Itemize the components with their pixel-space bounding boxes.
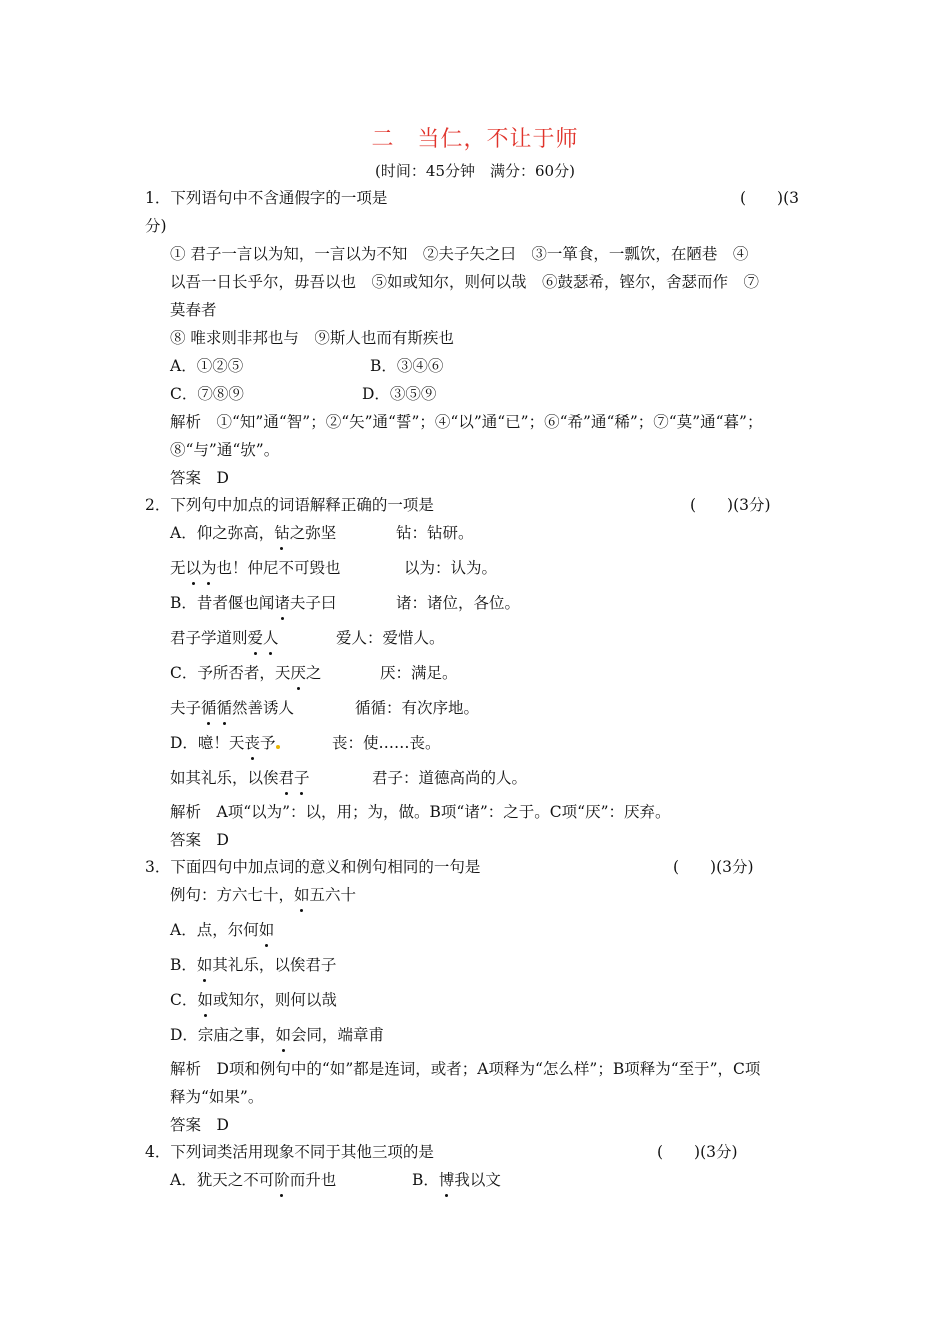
question-3-stem: 3．下面四句中加点词的意义和例句相同的一句是	[145, 858, 481, 876]
question-1-items-line-1: ① 君子一言以为知，一言以为不知 ②夫子矢之曰 ③一箪食，一瓢饮，在陋巷 ④	[170, 245, 749, 263]
question-1-answer: 答案 D	[170, 469, 229, 487]
question-1-analysis-1: 解析 ①“知”通“智”；②“矢”通“誓”；④“以”通“已”；⑥“希”通“稀”；⑦“莫”通“暮”；	[170, 413, 763, 431]
emphasis-mark: 如	[258, 921, 275, 939]
emphasis-mark: 博	[438, 1171, 455, 1189]
question-2-gloss-b-1: 诸：诸位，各位。	[396, 594, 521, 612]
question-3-answer: 答案 D	[170, 1116, 229, 1134]
question-1-option-b: B．③④⑥	[370, 357, 444, 375]
question-1-option-d: D．③⑤⑨	[362, 385, 437, 403]
emphasis-mark: 钻	[274, 524, 290, 542]
question-2-gloss-c-1: 厌：满足。	[380, 664, 458, 682]
emphasis-mark: 人	[263, 629, 279, 647]
question-4-score: ( )(3分)	[657, 1143, 738, 1161]
emphasis-mark: 厌	[290, 664, 306, 682]
emphasis-mark: 循	[216, 699, 233, 717]
question-2-answer: 答案 D	[170, 831, 229, 849]
emphasis-mark: 如	[294, 886, 310, 904]
question-2-option-a-2: 无以为也！仲尼不可毁也	[170, 559, 341, 577]
emphasis-mark: 如	[196, 956, 213, 974]
emphasis-mark: 如	[197, 991, 213, 1009]
question-3-analysis-2: 释为“如果”。	[170, 1088, 264, 1106]
question-1-score-cont: 分)	[145, 217, 167, 235]
emphasis-mark: 阶	[274, 1171, 290, 1189]
question-2-analysis: 解析 A项“以为”：以，用；为，做。B项“诸”：之于。C项“厌”：厌弃。	[170, 803, 671, 821]
question-1-items-line-4: ⑧ 唯求则非邦也与 ⑨斯人也而有斯疾也	[170, 329, 454, 347]
question-3-score: ( )(3分)	[673, 858, 754, 876]
question-2-gloss-c-2: 循循：有次序地。	[355, 699, 480, 717]
page-title: 二 当仁，不让于师	[371, 127, 579, 152]
emphasis-mark: 循	[201, 699, 217, 717]
question-1-option-a: A．①②⑤	[170, 357, 244, 375]
exam-info: (时间：45分钟 满分：60分)	[375, 162, 575, 180]
question-2-option-d-1: D．噫！天丧予	[170, 732, 280, 754]
question-1-items-line-2: 以吾一日长乎尔，毋吾以也 ⑤如或知尔，则何以哉 ⑥鼓瑟希，铿尔，舍瑟而作 ⑦	[170, 273, 760, 291]
question-4-option-a: A．犹天之不可阶而升也	[170, 1171, 337, 1189]
question-2-option-c-2: 夫子循循然善诱人	[170, 699, 295, 717]
question-2-gloss-b-2: 爱人：爱惜人。	[336, 629, 445, 647]
question-2-option-d-2: 如其礼乐，以俟君子	[170, 769, 310, 787]
question-2-score: ( )(3分)	[690, 496, 771, 514]
question-2-gloss-a-2: 以为：认为。	[404, 559, 498, 577]
question-2-gloss-a-1: 钻：钻研。	[396, 524, 474, 542]
question-3-example: 例句：方六七十，如五六十	[170, 886, 357, 904]
question-3-option-d: D．宗庙之事，如会同，端章甫	[170, 1026, 384, 1044]
question-1-score: ( )(3	[740, 189, 800, 207]
question-2-stem: 2．下列句中加点的词语解释正确的一项是	[145, 496, 434, 514]
question-4-option-b: B．博我以文	[412, 1171, 501, 1189]
emphasis-mark: 诸	[274, 594, 290, 612]
question-2-gloss-d-1: 丧：使……丧。	[332, 734, 441, 752]
question-4-stem: 4．下列词类活用现象不同于其他三项的是	[145, 1143, 434, 1161]
question-2-option-a-1: A．仰之弥高，钻之弥坚	[170, 524, 337, 542]
emphasis-mark: 为	[201, 559, 217, 577]
question-3-analysis-1: 解析 D项和例句中的“如”都是连词，或者；A项释为“怎么样”；B项释为“至于”，C项	[170, 1060, 761, 1078]
question-2-gloss-d-2: 君子：道德高尚的人。	[372, 769, 528, 787]
question-1-analysis-2: ⑧“与”通“欤”。	[170, 441, 280, 459]
emphasis-mark: 爱	[247, 629, 264, 647]
question-1-option-c: C．⑦⑧⑨	[170, 385, 244, 403]
question-2-option-b-1: B．昔者偃也闻诸夫子曰	[170, 594, 337, 612]
question-3-option-b: B．如其礼乐，以俟君子	[170, 956, 337, 974]
question-3-option-c: C．如或知尔，则何以哉	[170, 991, 337, 1009]
emphasis-mark: 君	[278, 769, 295, 787]
question-1-stem: 1．下列语句中不含通假字的一项是	[145, 189, 388, 207]
question-2-option-b-2: 君子学道则爱人	[170, 629, 279, 647]
question-1-items-line-3: 莫春者	[170, 301, 217, 319]
question-2-option-c-1: C．予所否者，天厌之	[170, 664, 322, 682]
emphasis-mark: 以	[185, 559, 202, 577]
highlight-dot	[276, 745, 280, 749]
emphasis-mark: 如	[275, 1026, 291, 1044]
emphasis-mark: 子	[294, 769, 310, 787]
emphasis-mark: 丧	[244, 734, 260, 752]
question-3-option-a: A．点，尔何如	[170, 921, 275, 939]
